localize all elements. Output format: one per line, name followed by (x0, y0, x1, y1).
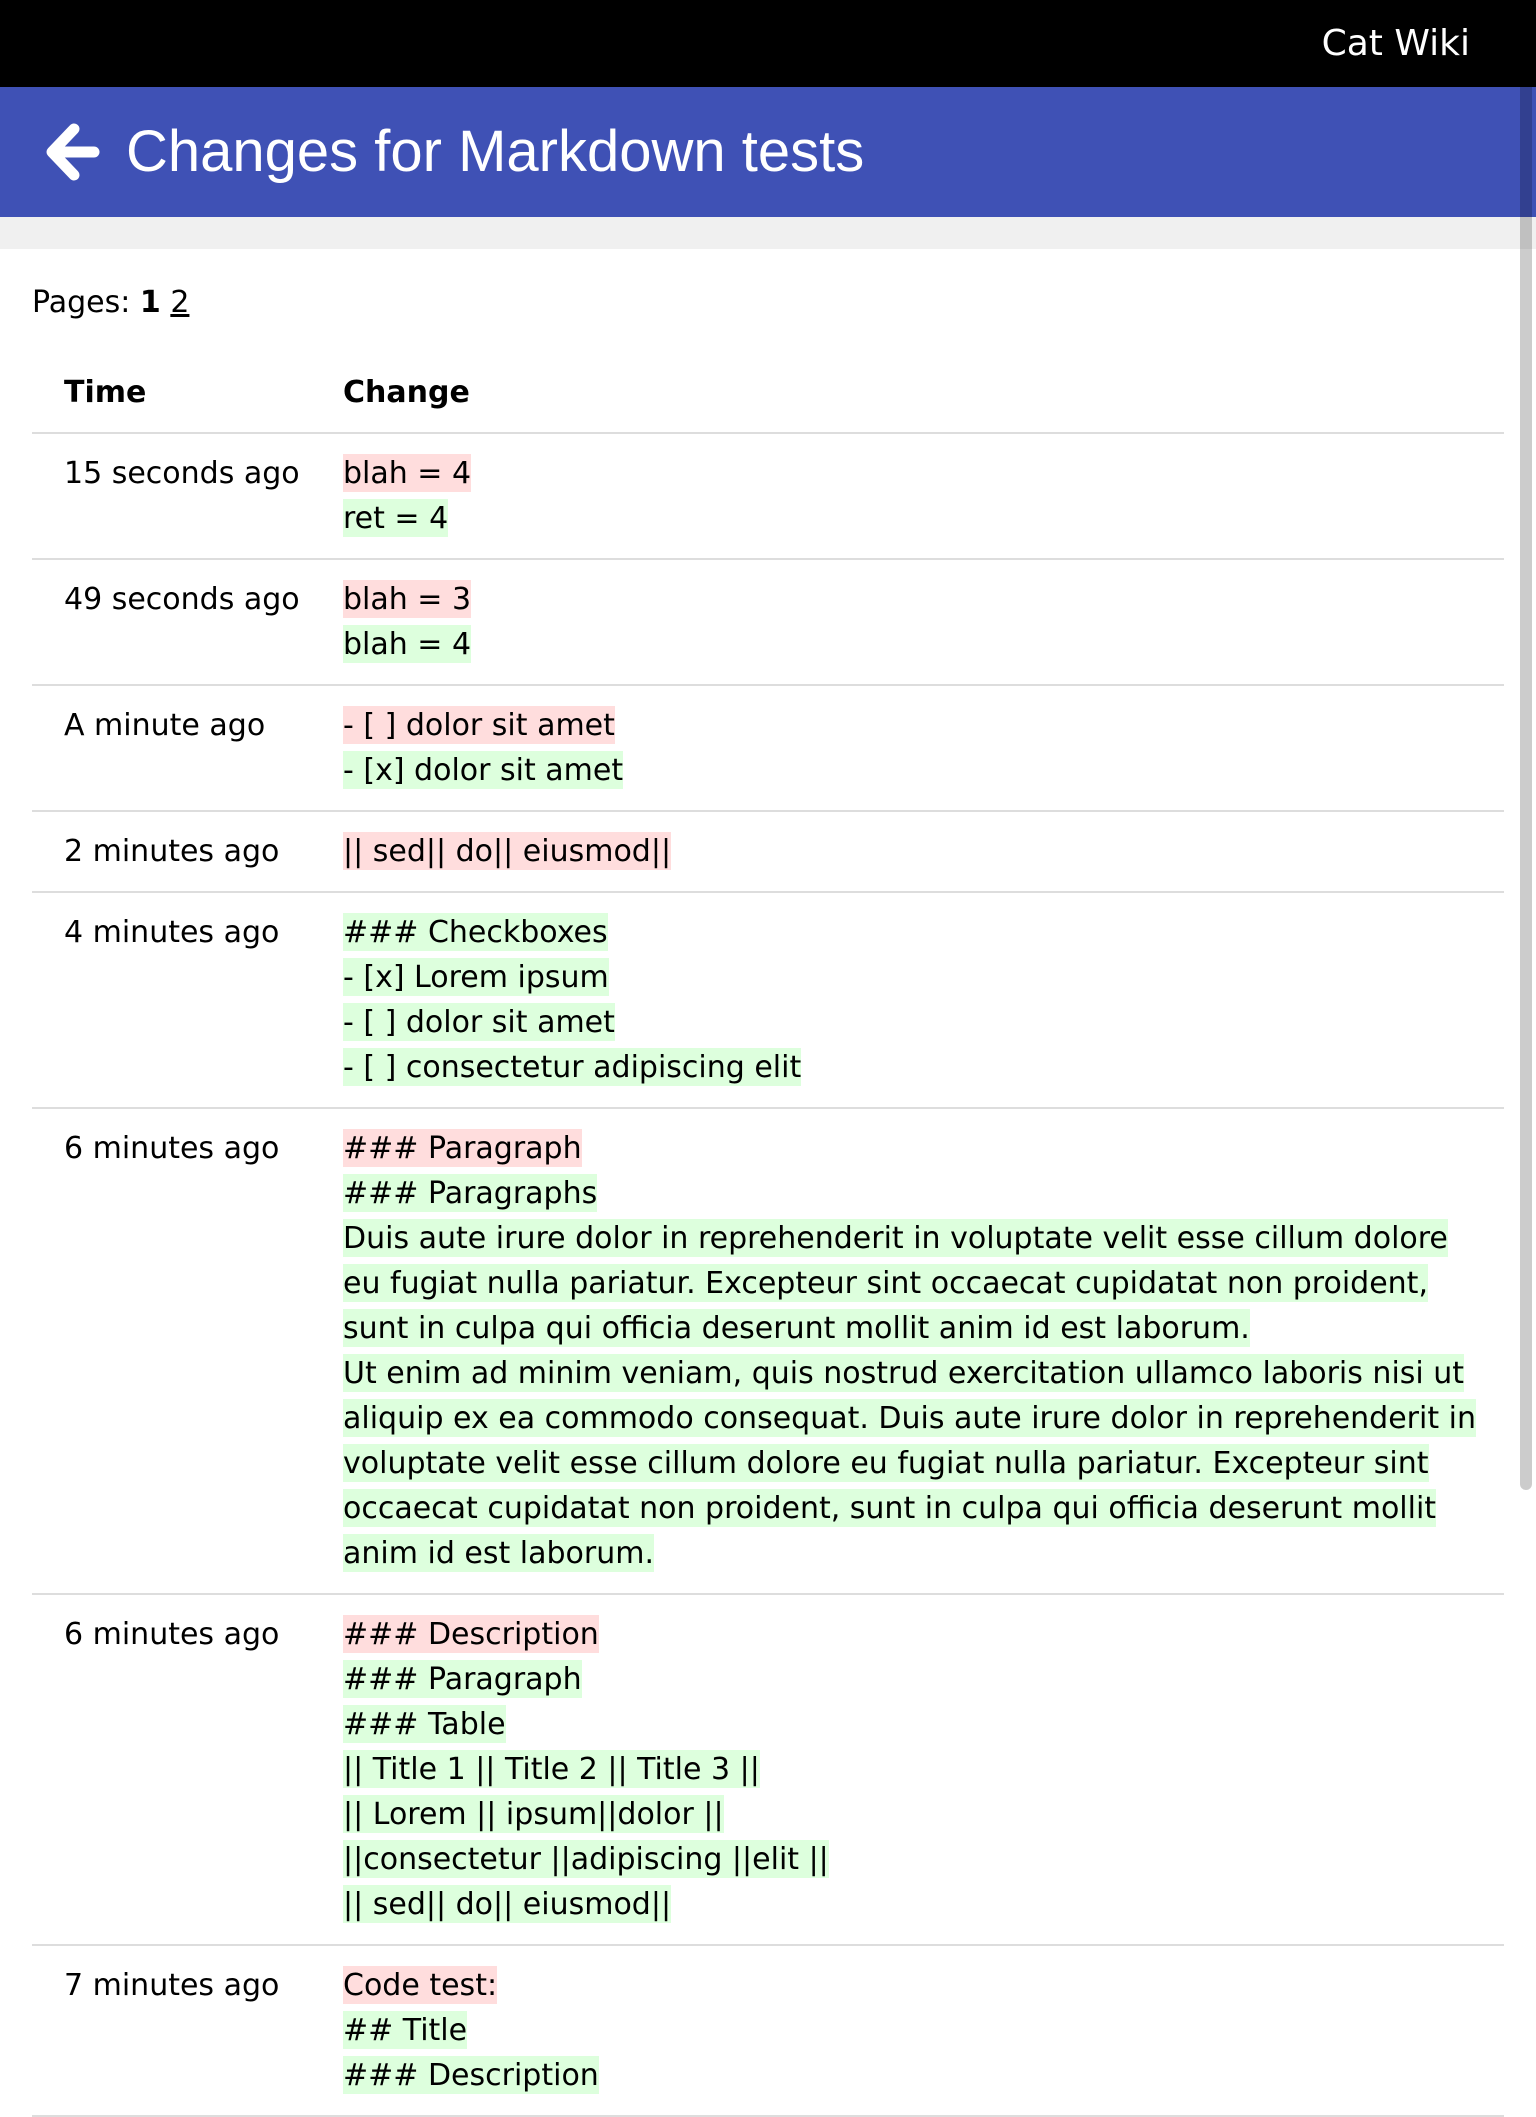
diff-line-text: sunt in culpa qui officia deserunt mollit anim id est laborum. (343, 1311, 1250, 1346)
diff-line-removed (343, 703, 1480, 748)
title-bar (0, 87, 1536, 217)
change-diff (311, 1594, 1504, 1945)
table-row (32, 433, 1504, 559)
change-time: 6 minutes ago (32, 1594, 311, 1945)
back-button[interactable] (44, 123, 100, 181)
diff-line-text: ret = 4 (343, 501, 449, 536)
pagination-page-link[interactable]: 2 (170, 285, 190, 320)
diff-line-text: ### Description (343, 2058, 599, 2093)
pagination (32, 280, 189, 325)
diff-line-removed (343, 451, 1480, 496)
diff-line-text: voluptate velit esse cillum dolore eu fugiat nulla pariatur. Excepteur sint (343, 1446, 1429, 1481)
table-row (32, 811, 1504, 892)
diff-line-removed (343, 1963, 1480, 2008)
change-diff (311, 1945, 1504, 2116)
table-row (32, 892, 1504, 1108)
change-diff (311, 1108, 1504, 1594)
diff-line-added (343, 1837, 1480, 1882)
diff-line-text: ## Title (343, 2013, 468, 2048)
column-header-time: Time (32, 353, 311, 433)
diff-line-added (343, 1747, 1480, 1792)
diff-line-text: ### Description (343, 1617, 599, 1652)
change-diff (311, 811, 1504, 892)
diff-line-removed (343, 1126, 1480, 1171)
change-time: A minute ago (32, 685, 311, 811)
diff-line-added (343, 622, 1480, 667)
diff-line-removed (343, 829, 1480, 874)
diff-line-text: - [ ] dolor sit amet (343, 1005, 615, 1040)
diff-line-text: Ut enim ad minim veniam, quis nostrud exercitation ullamco laboris nisi ut (343, 1356, 1465, 1391)
diff-line-added (343, 1171, 1480, 1216)
change-time: 2 minutes ago (32, 811, 311, 892)
diff-line-added (343, 1351, 1480, 1396)
table-row (32, 685, 1504, 811)
change-time: 4 minutes ago (32, 892, 311, 1108)
change-diff (311, 685, 1504, 811)
changes-table (32, 353, 1504, 2117)
diff-line-text: - [x] Lorem ipsum (343, 960, 609, 995)
diff-line-added (343, 1261, 1480, 1306)
diff-line-text: anim id est laborum. (343, 1536, 655, 1571)
change-diff (311, 559, 1504, 685)
diff-line-text: ### Paragraph (343, 1662, 582, 1697)
diff-line-added (343, 1486, 1480, 1531)
scrollbar-thumb[interactable] (1520, 87, 1532, 1490)
diff-line-removed (343, 1612, 1480, 1657)
diff-line-text: ### Checkboxes (343, 915, 608, 950)
diff-line-text: blah = 4 (343, 627, 472, 662)
diff-line-added (343, 1000, 1480, 1045)
diff-line-text: blah = 3 (343, 582, 472, 617)
diff-line-added (343, 955, 1480, 1000)
diff-line-text: Code test: (343, 1968, 498, 2003)
change-time: 6 minutes ago (32, 1108, 311, 1594)
diff-line-added (343, 1216, 1480, 1261)
diff-line-text: ### Paragraph (343, 1131, 582, 1166)
column-header-change: Change (311, 353, 1504, 433)
diff-line-text: blah = 4 (343, 456, 472, 491)
diff-line-added (343, 1702, 1480, 1747)
diff-line-added (343, 1531, 1480, 1576)
diff-line-text: - [x] dolor sit amet (343, 753, 624, 788)
diff-line-text: ### Table (343, 1707, 506, 1742)
diff-line-text: || Title 1 || Title 2 || Title 3 || (343, 1752, 760, 1787)
diff-line-added (343, 496, 1480, 541)
table-row (32, 559, 1504, 685)
change-time: 49 seconds ago (32, 559, 311, 685)
diff-line-text: || sed|| do|| eiusmod|| (343, 834, 672, 869)
diff-line-added (343, 1882, 1480, 1927)
diff-line-added (343, 1441, 1480, 1486)
change-diff (311, 892, 1504, 1108)
table-row (32, 1108, 1504, 1594)
diff-line-added (343, 2053, 1480, 2098)
change-time: 7 minutes ago (32, 1945, 311, 2116)
pagination-label: Pages: (32, 285, 131, 320)
diff-line-text: ### Paragraphs (343, 1176, 598, 1211)
diff-line-text: ||consectetur ||adipiscing ||elit || (343, 1842, 829, 1877)
diff-line-text: - [ ] consectetur adipiscing elit (343, 1050, 802, 1085)
table-header-row (32, 353, 1504, 433)
diff-line-text: || sed|| do|| eiusmod|| (343, 1887, 672, 1922)
top-navbar (0, 0, 1536, 87)
diff-line-added (343, 748, 1480, 793)
diff-line-added (343, 1306, 1480, 1351)
table-row (32, 1594, 1504, 1945)
table-row (32, 1945, 1504, 2116)
diff-line-text: Duis aute irure dolor in reprehenderit in voluptate velit esse cillum dolore (343, 1221, 1448, 1256)
diff-line-added (343, 2008, 1480, 2053)
page-title: Changes for Markdown tests (126, 119, 865, 184)
header-divider-strip (0, 217, 1536, 249)
arrow-left-icon (44, 123, 100, 181)
change-time: 15 seconds ago (32, 433, 311, 559)
change-diff (311, 433, 1504, 559)
changes-table-body (32, 433, 1504, 2116)
diff-line-text: eu fugiat nulla pariatur. Excepteur sint occaecat cupidatat non proident, (343, 1266, 1428, 1301)
diff-line-added (343, 1396, 1480, 1441)
diff-line-text: aliquip ex ea commodo consequat. Duis aute irure dolor in reprehenderit in (343, 1401, 1476, 1436)
diff-line-added (343, 1045, 1480, 1090)
diff-line-text: - [ ] dolor sit amet (343, 708, 615, 743)
diff-line-added (343, 1792, 1480, 1837)
pagination-current-page: 1 (139, 285, 161, 320)
diff-line-text: || Lorem || ipsum||dolor || (343, 1797, 724, 1832)
diff-line-text: occaecat cupidatat non proident, sunt in culpa qui officia deserunt mollit (343, 1491, 1437, 1526)
diff-line-removed (343, 577, 1480, 622)
diff-line-added (343, 1657, 1480, 1702)
diff-line-added (343, 910, 1480, 955)
brand-link[interactable]: Cat Wiki (1321, 23, 1470, 64)
